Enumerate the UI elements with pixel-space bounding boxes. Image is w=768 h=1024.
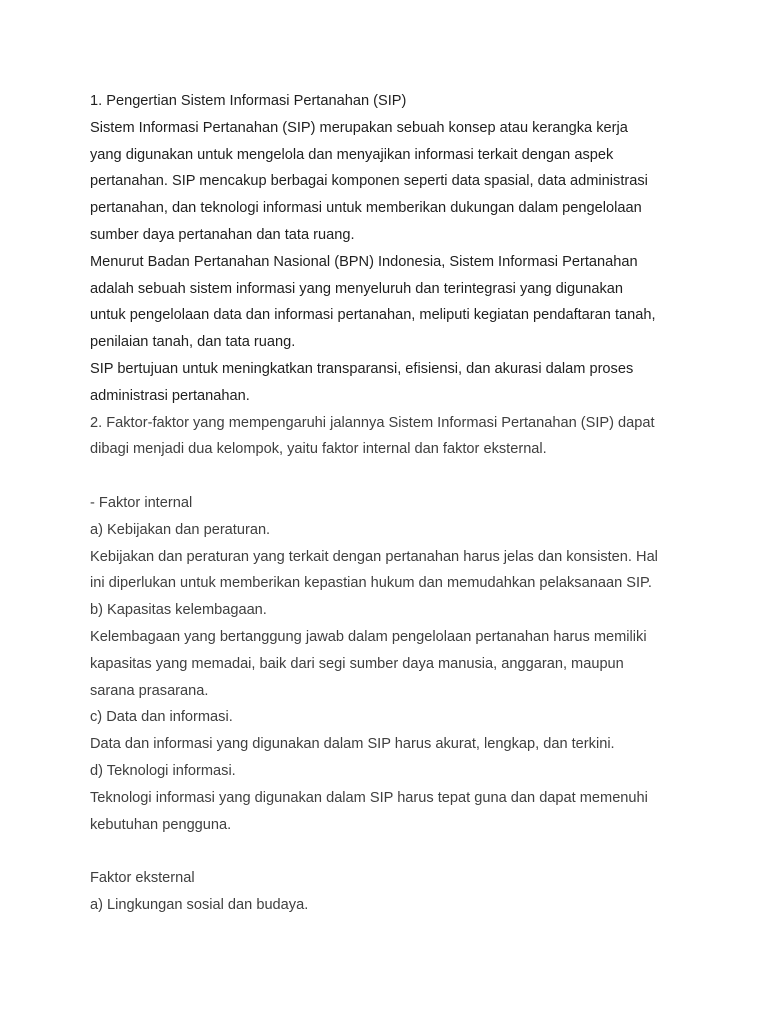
paragraph-line: dibagi menjadi dua kelompok, yaitu faktor internal dan faktor eksternal.	[90, 441, 547, 458]
paragraph-line: Teknologi informasi yang digunakan dalam SIP harus tepat guna dan dapat memenuhi	[90, 789, 648, 806]
paragraph-line: kebutuhan pengguna.	[90, 816, 232, 833]
paragraph-line: ini diperlukan untuk memberikan kepastian hukum dan memudahkan pelaksanaan SIP.	[90, 575, 652, 592]
paragraph-line: pertanahan. SIP mencakup berbagai komponen seperti data spasial, data administrasi	[90, 173, 648, 190]
paragraph-line: adalah sebuah sistem informasi yang menyeluruh dan terintegrasi yang digunakan	[90, 280, 623, 297]
document-body	[90, 88, 730, 919]
list-item: a) Kebijakan dan peraturan.	[90, 521, 271, 538]
paragraph-line: kapasitas yang memadai, baik dari segi sumber daya manusia, anggaran, maupun	[90, 655, 624, 672]
paragraph-line: sumber daya pertanahan dan tata ruang.	[90, 226, 355, 243]
paragraph-line: Menurut Badan Pertanahan Nasional (BPN) Indonesia, Sistem Informasi Pertanahan	[90, 253, 638, 270]
list-item: c) Data dan informasi.	[90, 709, 233, 726]
paragraph-line: sarana prasarana.	[90, 682, 209, 699]
paragraph-line: untuk pengelolaan data dan informasi pertanahan, meliputi kegiatan pendaftaran tanah,	[90, 307, 656, 324]
section-2-heading: 2. Faktor-faktor yang mempengaruhi jalannya Sistem Informasi Pertanahan (SIP) dapat	[90, 414, 655, 431]
paragraph-line: pertanahan, dan teknologi informasi untuk memberikan dukungan dalam pengelolaan	[90, 200, 642, 217]
paragraph-line: penilaian tanah, dan tata ruang.	[90, 334, 296, 351]
paragraph-line: SIP bertujuan untuk meningkatkan transparansi, efisiensi, dan akurasi dalam proses	[90, 360, 634, 377]
paragraph-line: Sistem Informasi Pertanahan (SIP) merupakan sebuah konsep atau kerangka kerja	[90, 119, 628, 136]
paragraph-line: Kebijakan dan peraturan yang terkait dengan pertanahan harus jelas dan konsisten. Hal	[90, 548, 658, 565]
list-item: d) Teknologi informasi.	[90, 762, 236, 779]
paragraph-line: Kelembagaan yang bertanggung jawab dalam pengelolaan pertanahan harus memiliki	[90, 628, 647, 645]
blank-line	[90, 838, 730, 865]
internal-factors-heading: - Faktor internal	[90, 494, 193, 511]
list-item: a) Lingkungan sosial dan budaya.	[90, 896, 309, 913]
external-factors-heading: Faktor eksternal	[90, 870, 195, 887]
blank-line	[90, 463, 730, 490]
paragraph-line: administrasi pertanahan.	[90, 387, 250, 404]
paragraph-line: yang digunakan untuk mengelola dan menyajikan informasi terkait dengan aspek	[90, 146, 614, 163]
paragraph-line: Data dan informasi yang digunakan dalam SIP harus akurat, lengkap, dan terkini.	[90, 736, 615, 753]
list-item: b) Kapasitas kelembagaan.	[90, 602, 267, 619]
section-1-heading: 1. Pengertian Sistem Informasi Pertanahan (SIP)	[90, 93, 407, 109]
